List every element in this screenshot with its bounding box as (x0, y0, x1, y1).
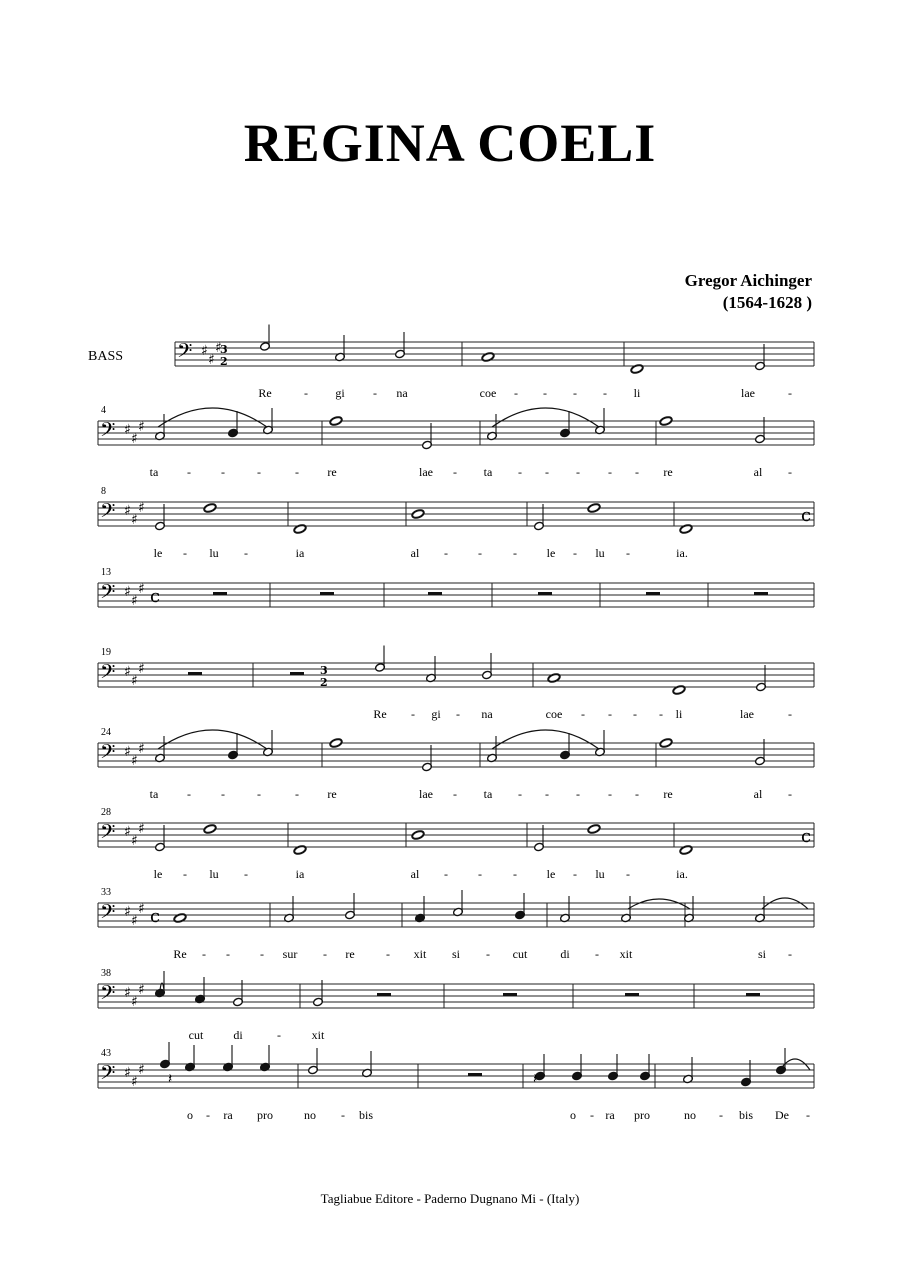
common-time-icon: c (150, 586, 161, 607)
note-head (587, 503, 601, 513)
note-head (659, 416, 673, 426)
common-time-icon: c (801, 826, 812, 847)
lyric-syllable: cut (512, 947, 528, 961)
bass-clef-icon: 𝄢 (100, 1061, 116, 1089)
page-title: REGINA COELI (243, 113, 657, 173)
measure-number: 8 (101, 486, 106, 497)
lyric-syllable: - (518, 465, 522, 479)
note-head (679, 845, 693, 855)
bass-clef-icon: 𝄢 (100, 660, 116, 688)
lyric-syllable: re (663, 787, 673, 801)
lyric-syllable: - (513, 867, 517, 881)
publisher-footer: Tagliabue Editore - Paderno Dugnano Mi - (Italy) (320, 1191, 580, 1206)
lyric-syllable: di (560, 947, 570, 961)
lyric-syllable: re (663, 465, 673, 479)
note-head (329, 738, 343, 748)
note-head (481, 352, 495, 362)
slur (492, 408, 599, 427)
bass-clef-icon: 𝄢 (100, 418, 116, 446)
lyric-syllable: - (453, 787, 457, 801)
lyric-syllable: lu (209, 867, 219, 881)
lyric-syllable: - (411, 707, 415, 721)
lyric-syllable: - (277, 1028, 281, 1042)
note-head (293, 524, 307, 534)
lyric-syllable: na (481, 707, 493, 721)
sharp-icon: ♯ (124, 744, 131, 760)
lyric-syllable: - (635, 787, 639, 801)
part-label: BASS (88, 349, 124, 364)
lyric-syllable: - (183, 867, 187, 881)
lyric-syllable: gi (335, 386, 345, 400)
bass-clef-icon: 𝄢 (100, 900, 116, 928)
half-rest (428, 592, 442, 595)
lyric-syllable: - (183, 546, 187, 560)
lyric-syllable: re (345, 947, 355, 961)
bass-clef-icon: 𝄢 (100, 499, 116, 527)
lyric-syllable: - (444, 546, 448, 560)
lyric-syllable: - (626, 546, 630, 560)
lyric-syllable: no (304, 1108, 316, 1122)
lyric-syllable: ra (223, 1108, 233, 1122)
composer-dates: (1564-1628 ) (722, 293, 812, 312)
slur (628, 899, 690, 909)
slur (158, 408, 267, 427)
sharp-icon: ♯ (124, 503, 131, 519)
sharp-icon: ♯ (124, 985, 131, 1001)
common-time-icon: c (801, 505, 812, 526)
lyric-syllable: - (788, 386, 792, 400)
half-rest (468, 1073, 482, 1076)
lyric-syllable: - (206, 1108, 210, 1122)
sharp-icon: ♯ (138, 581, 145, 597)
lyric-syllable: - (545, 787, 549, 801)
lyric-syllable: ia. (676, 546, 688, 560)
lyric-syllable: - (788, 947, 792, 961)
lyric-syllable: cut (188, 1028, 204, 1042)
sharp-icon: ♯ (201, 343, 208, 359)
lyric-syllable: - (635, 465, 639, 479)
measure-number: 38 (101, 968, 111, 979)
sharp-icon: ♯ (131, 673, 138, 689)
lyric-syllable: - (486, 947, 490, 961)
lyric-syllable: re (327, 465, 337, 479)
note-head (411, 830, 425, 840)
lyric-syllable: na (396, 386, 408, 400)
lyric-syllable: - (260, 947, 264, 961)
lyric-syllable: - (518, 787, 522, 801)
lyric-syllable: - (576, 787, 580, 801)
note-head (173, 913, 187, 923)
lyric-syllable: - (788, 787, 792, 801)
sharp-icon: ♯ (131, 431, 138, 447)
lyric-syllable: bis (738, 1108, 754, 1122)
lyric-syllable: al (753, 465, 763, 479)
lyric-syllable: pro (634, 1108, 650, 1122)
note-head (293, 845, 307, 855)
half-rest (746, 993, 760, 996)
lyric-syllable: - (659, 707, 663, 721)
lyric-syllable: - (633, 707, 637, 721)
lyric-syllable: o (570, 1108, 576, 1122)
lyric-syllable: - (608, 707, 612, 721)
sharp-icon: ♯ (131, 994, 138, 1010)
sharp-icon: ♯ (215, 340, 222, 356)
bass-clef-icon: 𝄢 (100, 580, 116, 608)
composer-name: Gregor Aichinger (684, 271, 812, 290)
lyric-syllable: al (410, 867, 420, 881)
time-signature-bottom: 2 (320, 676, 328, 689)
lyric-syllable: - (608, 787, 612, 801)
time-signature-top: 3 (320, 664, 328, 677)
half-rest (646, 592, 660, 595)
half-rest (503, 993, 517, 996)
sharp-icon: ♯ (124, 904, 131, 920)
lyric-syllable: coe (545, 707, 563, 721)
lyric-syllable: pro (257, 1108, 273, 1122)
lyric-syllable: - (373, 386, 377, 400)
measure-number: 13 (101, 567, 111, 578)
lyric-syllable: - (444, 867, 448, 881)
lyric-syllable: gi (431, 707, 441, 721)
bass-clef-icon: 𝄢 (100, 981, 116, 1009)
sharp-icon: ♯ (131, 753, 138, 769)
lyric-syllable: - (543, 386, 547, 400)
lyric-syllable: - (719, 1108, 723, 1122)
lyric-syllable: ta (483, 465, 493, 479)
lyric-syllable: - (295, 465, 299, 479)
lyric-syllable: - (573, 546, 577, 560)
measure-number: 19 (101, 647, 111, 658)
slur (158, 730, 267, 749)
note-head (203, 824, 217, 834)
half-rest (320, 592, 334, 595)
time-signature-top: 3 (220, 343, 228, 356)
lyric-syllable: - (453, 465, 457, 479)
sharp-icon: ♯ (131, 913, 138, 929)
lyric-syllable: di (233, 1028, 243, 1042)
lyric-syllable: - (456, 707, 460, 721)
lyric-syllable: lu (595, 867, 605, 881)
half-rest (213, 592, 227, 595)
half-rest (377, 993, 391, 996)
lyric-syllable: - (323, 947, 327, 961)
sharp-icon: ♯ (131, 1074, 138, 1090)
lyric-syllable: - (806, 1108, 810, 1122)
sharp-icon: ♯ (208, 352, 215, 368)
lyric-syllable: - (341, 1108, 345, 1122)
measure-number: 28 (101, 807, 111, 818)
time-signature-bottom: 2 (220, 355, 228, 368)
lyric-syllable: al (410, 546, 420, 560)
lyric-syllable: De (775, 1108, 789, 1122)
lyric-syllable: xit (311, 1028, 325, 1042)
bass-clef-icon: 𝄢 (177, 339, 193, 367)
lyric-syllable: - (187, 787, 191, 801)
lyric-syllable: - (221, 787, 225, 801)
sharp-icon: ♯ (124, 1065, 131, 1081)
lyric-syllable: xit (619, 947, 633, 961)
lyric-syllable: le (546, 546, 556, 560)
sharp-icon: ♯ (124, 824, 131, 840)
lyric-syllable: lae (740, 707, 754, 721)
measure-number: 4 (101, 405, 106, 416)
lyric-syllable: o (187, 1108, 193, 1122)
lyric-syllable: ra (605, 1108, 615, 1122)
lyric-syllable: - (187, 465, 191, 479)
note-head (203, 503, 217, 513)
lyric-syllable: lae (741, 386, 755, 400)
measure-number: 33 (101, 887, 111, 898)
lyric-syllable: - (590, 1108, 594, 1122)
lyric-syllable: Re (258, 386, 272, 400)
lyric-syllable: - (304, 386, 308, 400)
note-head (659, 738, 673, 748)
lyric-syllable: al (753, 787, 763, 801)
lyric-syllable: xit (413, 947, 427, 961)
note-head (329, 416, 343, 426)
lyric-syllable: - (478, 867, 482, 881)
sharp-icon: ♯ (138, 982, 145, 998)
sharp-icon: ♯ (138, 741, 145, 757)
note-head (672, 685, 686, 695)
lyric-syllable: sur (282, 947, 298, 961)
lyric-syllable: - (386, 947, 390, 961)
lyric-syllable: ia (295, 867, 305, 881)
lyric-syllable: - (226, 947, 230, 961)
lyric-syllable: le (153, 546, 163, 560)
lyric-syllable: - (581, 707, 585, 721)
sharp-icon: ♯ (138, 500, 145, 516)
lyric-syllable: - (573, 867, 577, 881)
lyric-syllable: - (478, 546, 482, 560)
lyric-syllable: - (513, 546, 517, 560)
lyric-syllable: coe (479, 386, 497, 400)
lyric-syllable: - (545, 465, 549, 479)
lyric-syllable: - (221, 465, 225, 479)
lyric-syllable: - (244, 546, 248, 560)
lyric-syllable: - (595, 947, 599, 961)
lyric-syllable: - (257, 465, 261, 479)
lyric-syllable: - (788, 707, 792, 721)
sharp-icon: ♯ (131, 512, 138, 528)
lyric-syllable: no (684, 1108, 696, 1122)
half-rest (625, 993, 639, 996)
half-rest (188, 672, 202, 675)
sharp-icon: ♯ (124, 422, 131, 438)
measure-number: 24 (101, 727, 111, 738)
lyric-syllable: lae (419, 787, 433, 801)
lyric-syllable: - (244, 867, 248, 881)
lyric-syllable: bis (358, 1108, 374, 1122)
lyric-syllable: ia. (676, 867, 688, 881)
lyric-syllable: li (675, 707, 683, 721)
lyric-syllable: - (514, 386, 518, 400)
lyric-syllable: - (576, 465, 580, 479)
lyric-syllable: le (153, 867, 163, 881)
half-rest (290, 672, 304, 675)
bass-clef-icon: 𝄢 (100, 820, 116, 848)
lyric-syllable: lae (419, 465, 433, 479)
sharp-icon: ♯ (138, 821, 145, 837)
lyric-syllable: - (257, 787, 261, 801)
note-head (630, 364, 644, 374)
lyric-syllable: Re (373, 707, 387, 721)
sharp-icon: ♯ (124, 664, 131, 680)
lyric-syllable: si (451, 947, 461, 961)
quarter-rest: 𝄽 (168, 1071, 173, 1087)
sharp-icon: ♯ (138, 419, 145, 435)
note-head (411, 509, 425, 519)
quarter-rest: 𝄽 (533, 1071, 538, 1087)
lyric-syllable: Re (173, 947, 187, 961)
lyric-syllable: si (757, 947, 767, 961)
lyric-syllable: - (295, 787, 299, 801)
half-rest (538, 592, 552, 595)
sharp-icon: ♯ (138, 1062, 145, 1078)
lyric-syllable: ia (295, 546, 305, 560)
lyric-syllable: - (603, 386, 607, 400)
lyric-syllable: - (788, 465, 792, 479)
lyric-syllable: lu (209, 546, 219, 560)
sharp-icon: ♯ (131, 593, 138, 609)
common-time-icon: c (150, 906, 161, 927)
bass-clef-icon: 𝄢 (100, 740, 116, 768)
lyric-syllable: ta (483, 787, 493, 801)
measure-number: 43 (101, 1048, 111, 1059)
sharp-icon: ♯ (124, 584, 131, 600)
lyric-syllable: - (626, 867, 630, 881)
slur (492, 730, 599, 749)
lyric-syllable: re (327, 787, 337, 801)
half-rest (754, 592, 768, 595)
note-head (587, 824, 601, 834)
note-head (679, 524, 693, 534)
sharp-icon: ♯ (138, 661, 145, 677)
lyric-syllable: - (573, 386, 577, 400)
note-head (547, 673, 561, 683)
lyric-syllable: ta (149, 787, 159, 801)
sharp-icon: ♯ (131, 833, 138, 849)
lyric-syllable: li (633, 386, 641, 400)
lyric-syllable: ta (149, 465, 159, 479)
lyric-syllable: lu (595, 546, 605, 560)
lyric-syllable: - (202, 947, 206, 961)
lyric-syllable: le (546, 867, 556, 881)
sharp-icon: ♯ (138, 901, 145, 917)
lyric-syllable: - (608, 465, 612, 479)
